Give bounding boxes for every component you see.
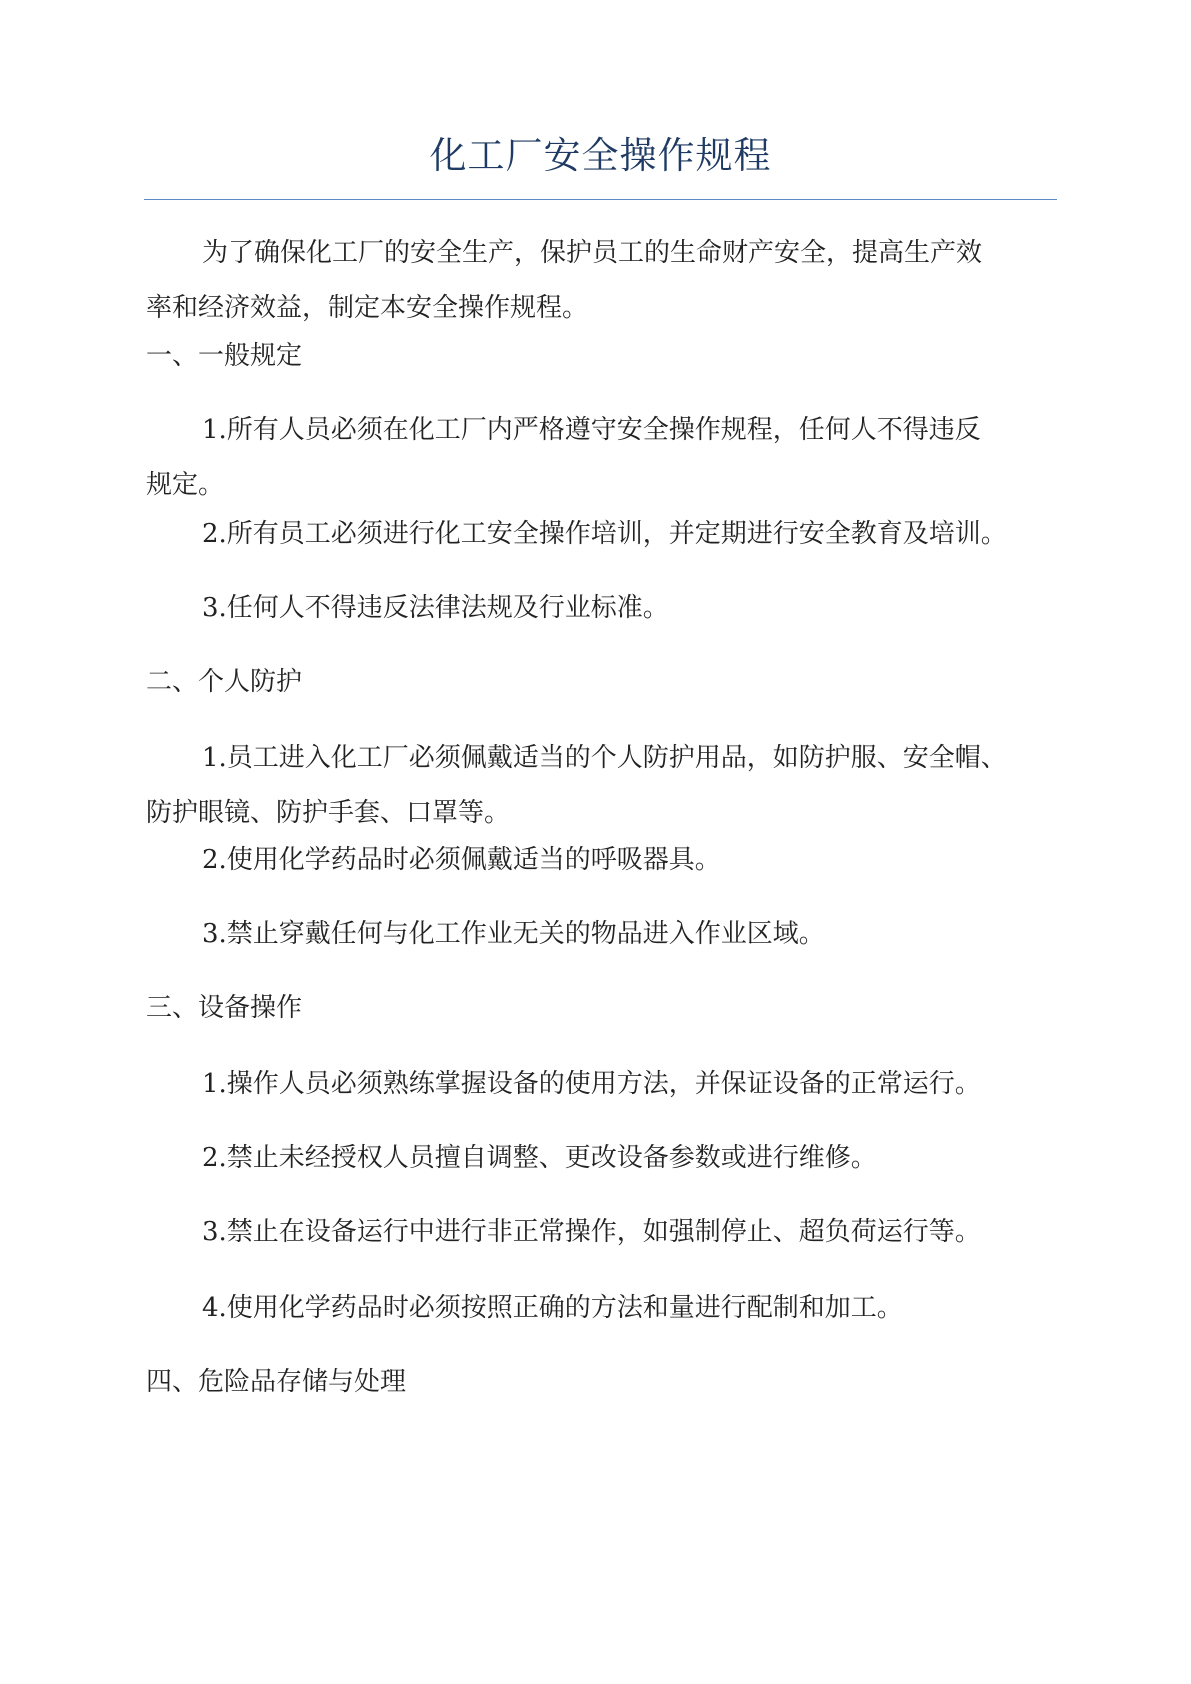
paragraph-general-1: 1.所有人员必须在化工厂内严格遵守安全操作规程，任何人不得违反 规定。 [146, 415, 981, 500]
section-heading-protection: 二、个人防护 [146, 667, 303, 697]
paragraph-equipment-3: 3.禁止在设备运行中进行非正常操作，如强制停止、超负荷运行等。 [202, 1217, 981, 1247]
section-heading-equipment: 三、设备操作 [146, 993, 303, 1023]
section-heading-hazmat: 四、危险品存储与处理 [146, 1367, 407, 1397]
paragraph-equipment-2: 2.禁止未经授权人员擅自调整、更改设备参数或进行维修。 [202, 1143, 877, 1173]
paragraph-general-3: 3.任何人不得违反法律法规及行业标准。 [202, 593, 669, 623]
paragraph-equipment-4: 4.使用化学药品时必须按照正确的方法和量进行配制和加工。 [202, 1293, 903, 1323]
paragraph-protection-2: 2.使用化学药品时必须佩戴适当的呼吸器具。 [202, 845, 721, 875]
paragraph-protection-3: 3.禁止穿戴任何与化工作业无关的物品进入作业区域。 [202, 919, 825, 949]
section-heading-general: 一、一般规定 [146, 341, 303, 371]
intro-paragraph: 为了确保化工厂的安全生产，保护员工的生命财产安全，提高生产效 率和经济效益，制定本安全操作规程。 [146, 238, 983, 323]
paragraph-general-2: 2.所有员工必须进行化工安全操作培训，并定期进行安全教育及培训。 [202, 519, 1007, 549]
title-divider [144, 199, 1057, 200]
document-title: 化工厂安全操作规程 [429, 134, 772, 177]
paragraph-equipment-1: 1.操作人员必须熟练掌握设备的使用方法，并保证设备的正常运行。 [202, 1069, 981, 1099]
paragraph-protection-1: 1.员工进入化工厂必须佩戴适当的个人防护用品，如防护服、安全帽、 防护眼镜、防护手套、口罩等。 [146, 743, 1007, 828]
